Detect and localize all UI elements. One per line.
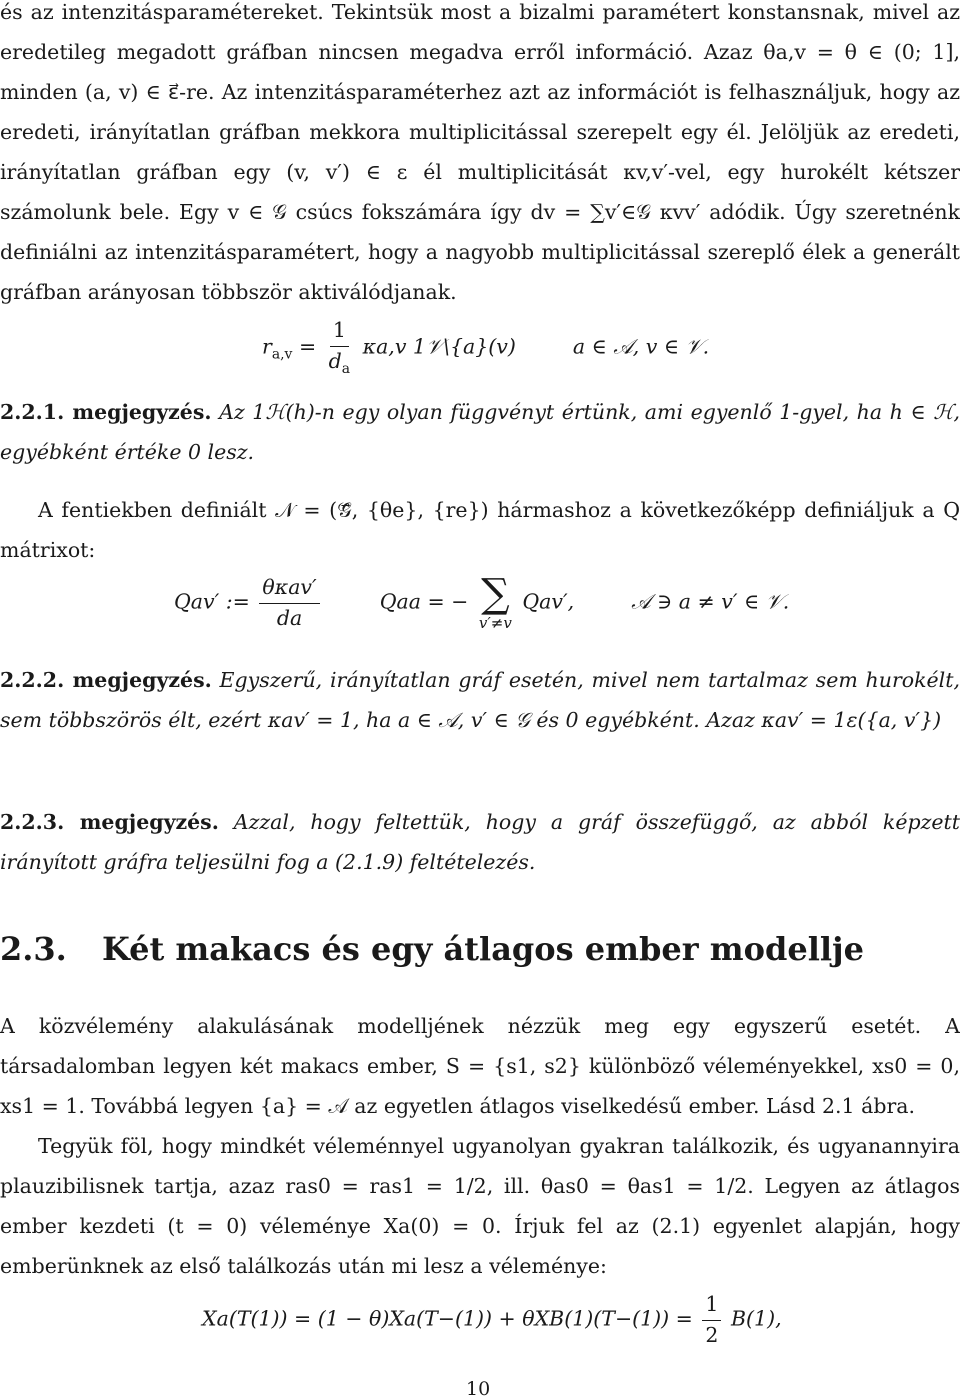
note-2-2-1-text: Az 1ℋ(h)-n egy olyan függvényt értünk, ami egyenlő 1-gyel, ha h ∈ ℋ, egyébként értéke 0 lesz. (0, 400, 960, 464)
section-heading (0, 930, 864, 968)
eq-x-denominator: 2 (705, 1322, 719, 1347)
eq-q-fraction (259, 575, 319, 631)
eq-q-numerator: θκav′ (259, 575, 319, 604)
eq-q-diagonal: Qaa = − (379, 589, 469, 614)
eq-x-numerator: 1 (702, 1292, 721, 1321)
note-2-2-2-text: Egyszerű, irányítatlan gráf esetén, mivel nem tartalmaz sem hurokélt, sem többszörös élt, ezért κav′ = 1, ha a ∈ 𝒜, v′ ∈ 𝒢 és 0 egyébként. Azaz κav′ = 1ε({a, v′}) (0, 668, 960, 732)
note-2-2-1 (0, 392, 960, 472)
eq-q-diagonal-tail: Qav′, (522, 589, 575, 614)
eq-x-tail: B(1), (730, 1306, 782, 1331)
note-2-2-3-text: Azzal, hogy feltettük, hogy a gráf összefüggő, az abból képzett irányított gráfra teljesülni fog a (2.1.9) feltételezés. (0, 810, 960, 874)
equation-rate: $r_{a,v}$ = $\frac{1}{d_a}$ κa,v 1𝒱\{a}(v) a ∈ 𝒜, v ∈ 𝒱. (262, 318, 710, 377)
equation-opinion (202, 1292, 782, 1348)
section-number: 2.3. (0, 930, 67, 968)
eq-q-condition: 𝒜 ∋ a ≠ v′ ∈ 𝒱. (631, 589, 790, 614)
paragraph-intro-text: és az intenzitásparamétereket. Tekintsük most a bizalmi paramétert konstansnak, mivel az eredetileg megadott gráfban nincsen megadva erről információ. Azaz θa,v = θ ∈ (0; 1], minden (a, v) ∈ ε⃗-re. Az intenzitásparaméterhez azt az információt is felhasználjuk, hogy az eredeti, irányítatlan gráfban mekkora multiplicitással szerepelt egy él. Jelöljük az eredeti, irányítatlan gráfban egy (v, v′) ∈ ε él multiplicitását κv,v′-vel, egy hurokélt kétszer számolunk bele. Egy v ∈ 𝒢 csúcs fokszámára így dv = ∑v′∈𝒢 κvv′ adódik. Úgy szeretnénk definiálni az intenzitásparamétert, hogy a nagyobb multiplicitással szereplő élek a generált gráfban arányosan többször aktiválódjanak. (0, 0, 960, 304)
page-number: 10 (466, 1378, 491, 1400)
note-2-2-3 (0, 802, 960, 882)
paragraph-intro (0, 0, 960, 312)
note-2-2-2-label: 2.2.2. megjegyzés. (0, 668, 212, 692)
paragraph-model-text: A közvélemény alakulásának modelljének nézzük meg egy egyszerű esetét. A társadalomban legyen két makacs ember, S = {s1, s2} különböző véleményekkel, xs0 = 0, xs1 = 1. Továbbá legyen {a} = 𝒜 az egyetlen átlagos viselkedésű ember. Lásd 2.1 ábra. (0, 1014, 960, 1118)
eq-r-condition: a ∈ 𝒜, v ∈ 𝒱. (572, 334, 710, 359)
paragraph-meeting-text: Tegyük föl, hogy mindkét véleménnyel ugyanolyan gyakran találkozik, és ugyanannyira plauzibilisnek tartja, azaz ras0 = ras1 = 1/2, ill. θas0 = θas1 = 1/2. Legyen az átlagos ember kezdeti (t = 0) véleménye Xa(0) = 0. Írjuk fel az (2.1) egyenlet alapján, hogy emberünknek az első találkozás után mi lesz a véleménye: (0, 1134, 960, 1278)
eq-x-fraction (702, 1292, 721, 1348)
eq-r-symbol: r (262, 334, 272, 359)
paragraph-q-matrix (0, 490, 960, 570)
paragraph-model (0, 1006, 960, 1126)
section-title: Két makacs és egy átlagos ember modellje (102, 930, 864, 968)
equation-q-matrix (174, 571, 790, 632)
eq-q-sum-limit: v′≠v (478, 614, 512, 632)
eq-r-body: κa,v 1𝒱\{a}(v) (362, 334, 516, 359)
eq-r-denominator: $d_a$ (328, 348, 351, 377)
eq-q-sum: ∑ v′≠v (478, 571, 512, 632)
eq-q-denominator: da (276, 605, 303, 630)
note-2-2-2 (0, 660, 960, 740)
note-2-2-3-label: 2.2.3. megjegyzés. (0, 810, 219, 834)
eq-q-lhs: Qav′ := (174, 589, 250, 614)
paragraph-meeting (0, 1126, 960, 1286)
paragraph-q-text: A fentiekben definiált 𝒩 = (𝒢⃗, {θe}, {re}) hármashoz a következőképp definiáljuk a Q mátrixot: (0, 498, 960, 562)
eq-x-lhs: Xa(T(1)) = (1 − θ)Xa(T−(1)) + θXB(1)(T−(1)) = (202, 1306, 693, 1331)
note-2-2-1-label: 2.2.1. megjegyzés. (0, 400, 212, 424)
eq-r-subscript: a,v (271, 346, 293, 363)
eq-r-fraction (326, 318, 353, 378)
eq-r-numerator: 1 (330, 318, 349, 347)
